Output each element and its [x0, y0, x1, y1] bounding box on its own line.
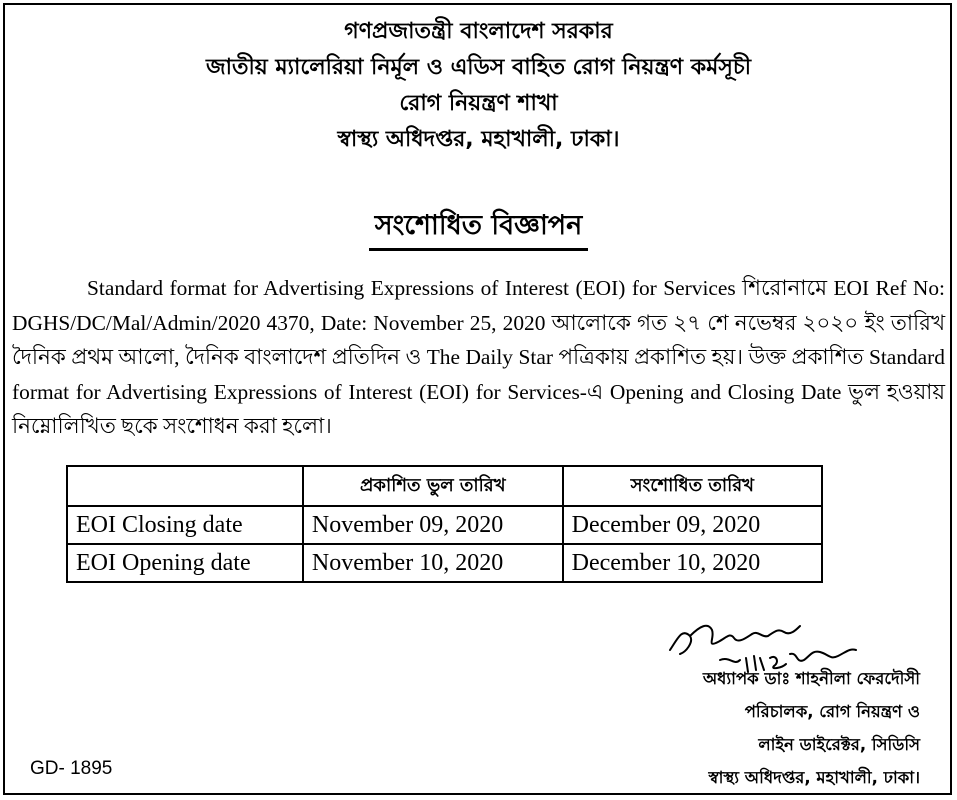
signer-designation: পরিচালক, রোগ নিয়ন্ত্রণ ও: [744, 702, 920, 721]
header-programme: জাতীয় ম্যালেরিয়া নির্মূল ও এডিস বাহিত রোগ নিয়ন্ত্রণ কর্মসূচী: [205, 55, 752, 80]
table-cell-label: EOI Closing date: [67, 506, 303, 544]
table-cell-label: EOI Opening date: [67, 544, 303, 582]
header-office: স্বাস্থ্য অধিদপ্তর, মহাখালী, ঢাকা।: [337, 127, 620, 152]
letterhead: [0, 14, 957, 158]
table-header-blank: [67, 466, 303, 506]
table-row: [67, 506, 822, 544]
table-header-corrected-date: সংশোধিত তারিখ: [563, 466, 822, 506]
signer-role: লাইন ডাইরেক্টর, সিডিসি: [758, 735, 920, 754]
header-government: গণপ্রজাতন্ত্রী বাংলাদেশ সরকার: [344, 19, 613, 44]
notice-title: সংশোধিত বিজ্ঞাপন: [369, 206, 589, 251]
signer-office: স্বাস্থ্য অধিদপ্তর, মহাখালী, ঢাকা।: [708, 768, 920, 787]
notice-title-wrap: [0, 206, 957, 251]
gd-code: GD- 1895: [30, 758, 113, 779]
notice-body: [12, 271, 945, 444]
table-row: [67, 544, 822, 582]
signer-name: অধ্যাপক ডাঃ শাহনীলা ফেরদৌসী: [702, 669, 920, 688]
table-cell-corrected: December 09, 2020: [563, 506, 822, 544]
table-cell-published: November 09, 2020: [303, 506, 563, 544]
table-header-published-date: প্রকাশিত ভুল তারিখ: [303, 466, 563, 506]
signer-block: [600, 662, 920, 794]
table-cell-corrected: December 10, 2020: [563, 544, 822, 582]
notice-body-text: Standard format for Advertising Expressions of Interest (EOI) for Services শিরোনামে EOI Ref No: DGHS/DC/Mal/Admin/2020 4370, Date: November 25, 2020 আলোকে গত ২৭ শে নভেম্বর ২০২০ ইং তারিখ দৈনিক প্রথম আলো, দৈনিক বাংলাদেশ প্রতিদিন ও The Daily Star পত্রিকায় প্রকাশিত হয়। উক্ত প্রকাশিত Standard format for Advertising Expressions of Interest (EOI) for Services-এ Opening and Closing Date ভুল হওয়ায় নিম্নোলিখিত ছকে সংশোধন করা হলো।: [12, 276, 945, 438]
table-cell-published: November 10, 2020: [303, 544, 563, 582]
eoi-date-table: [66, 465, 823, 583]
table-header-row: [67, 466, 822, 506]
header-branch: রোগ নিয়ন্ত্রণ শাখা: [399, 91, 558, 116]
